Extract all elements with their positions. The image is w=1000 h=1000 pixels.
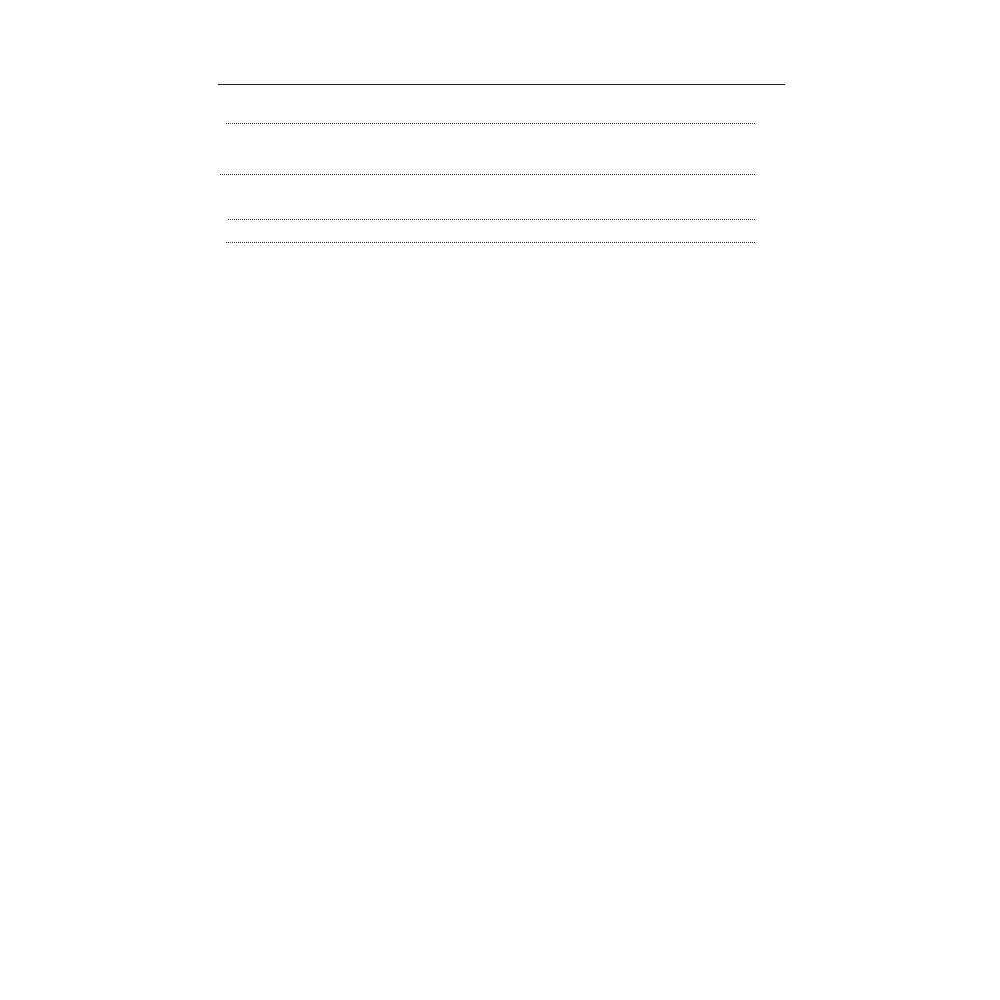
dot-leader — [226, 241, 755, 243]
toc-appendix-b[interactable] — [218, 151, 783, 178]
toc-appendix-a[interactable] — [218, 122, 783, 127]
dot-leader — [220, 173, 755, 175]
running-head — [218, 62, 785, 85]
table-of-contents — [218, 104, 783, 253]
toc-appendix-v[interactable] — [218, 196, 783, 223]
toc-appendix-g[interactable] — [218, 241, 783, 246]
dot-leader — [228, 218, 755, 220]
dot-leader — [226, 122, 755, 124]
